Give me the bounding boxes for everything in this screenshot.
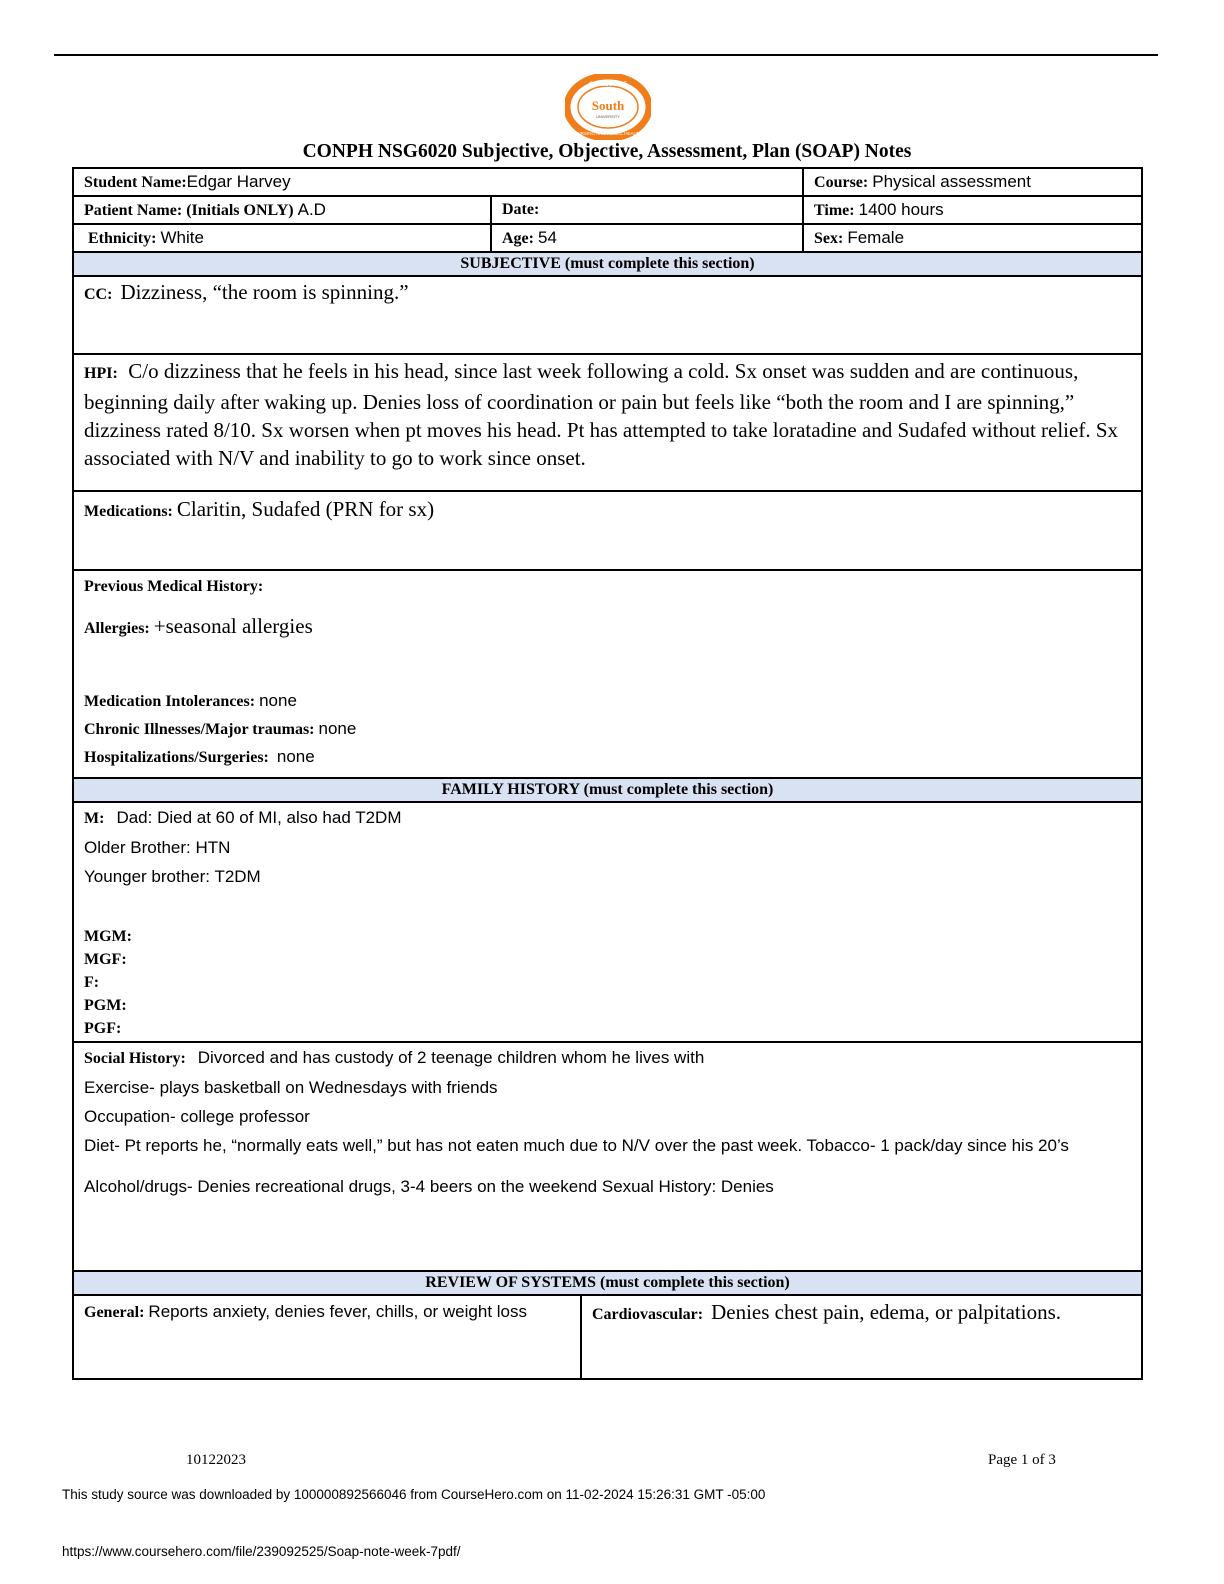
svg-text:UNIVERSITY: UNIVERSITY bbox=[595, 114, 621, 119]
date-label: Date: bbox=[502, 201, 540, 218]
pmh-cell bbox=[73, 570, 1142, 778]
svg-text:COLLEGE OF: COLLEGE OF bbox=[588, 82, 628, 88]
social-history-label: Social History: bbox=[84, 1050, 186, 1067]
row-pmh bbox=[73, 570, 1142, 778]
date-cell bbox=[491, 196, 803, 224]
soap-form bbox=[72, 167, 1143, 1380]
family-pgm-label: PGM: bbox=[84, 997, 127, 1014]
family-pgf-label: PGF: bbox=[84, 1020, 122, 1037]
ros-general bbox=[74, 1296, 582, 1378]
student-name-label: Student Name: bbox=[84, 174, 187, 191]
ros-cardiovascular bbox=[582, 1296, 1141, 1378]
ros-general-label: General: bbox=[84, 1304, 145, 1321]
sex-value: Female bbox=[847, 228, 905, 247]
cc-value: Dizziness, “the room is spinning.” bbox=[120, 280, 409, 304]
patient-name-value: A.D bbox=[297, 200, 326, 219]
social-line-3: Occupation- college professor bbox=[84, 1107, 310, 1126]
source-url-link[interactable]: https://www.coursehero.com/file/239092525/Soap-note-week-7pdf/ bbox=[62, 1544, 461, 1559]
ethnicity-value: White bbox=[160, 228, 204, 247]
allergies-value: +seasonal allergies bbox=[153, 614, 313, 638]
svg-text:NURSING AND PUBLIC HEALTH: NURSING AND PUBLIC HEALTH bbox=[574, 131, 642, 136]
time-value: 1400 hours bbox=[858, 200, 944, 219]
ros-header: REVIEW OF SYSTEMS (must complete this section) bbox=[73, 1271, 1142, 1295]
document-title: CONPH NSG6020 Subjective, Objective, Assessment, Plan (SOAP) Notes bbox=[302, 141, 912, 162]
med-intolerances-label: Medication Intolerances: bbox=[84, 693, 256, 710]
age-value: 54 bbox=[537, 228, 557, 247]
age-label: Age: bbox=[502, 230, 534, 247]
svg-text:South: South bbox=[591, 98, 625, 113]
medications-cell bbox=[73, 491, 1142, 570]
row-social bbox=[73, 1042, 1142, 1271]
college-logo bbox=[565, 74, 651, 140]
row-cc bbox=[73, 276, 1142, 354]
row-family-header bbox=[73, 778, 1142, 802]
ros-cardio-label: Cardiovascular: bbox=[592, 1306, 704, 1323]
course-cell bbox=[803, 168, 1142, 196]
social-history-cell bbox=[73, 1042, 1142, 1271]
footer-code: 10122023 bbox=[186, 1452, 246, 1468]
medications-label: Medications: bbox=[84, 503, 173, 520]
row-ros-header bbox=[73, 1271, 1142, 1295]
age-cell bbox=[491, 224, 803, 252]
social-line-4: Diet- Pt reports he, “normally eats well,” but has not eaten much due to N/V over the past week. Tobacco- 1 pack/day since his 20’s bbox=[84, 1136, 1069, 1155]
row-hpi bbox=[73, 354, 1142, 491]
family-history-cell bbox=[73, 802, 1142, 1042]
social-line-2: Exercise- plays basketball on Wednesdays with friends bbox=[84, 1078, 498, 1097]
hospitalizations-label: Hospitalizations/Surgeries: bbox=[84, 749, 269, 766]
cc-cell bbox=[73, 276, 1142, 354]
sex-cell bbox=[803, 224, 1142, 252]
family-older-brother: Older Brother: HTN bbox=[84, 838, 231, 857]
patient-name-label: Patient Name: (Initials ONLY) bbox=[84, 202, 294, 219]
chronic-illnesses-value: none bbox=[318, 719, 357, 738]
patient-name-cell bbox=[73, 196, 491, 224]
row-subjective-header bbox=[73, 252, 1142, 276]
ros-general-value: Reports anxiety, denies fever, chills, or weight loss bbox=[148, 1302, 528, 1321]
row-medications bbox=[73, 491, 1142, 570]
ros-cardio-value: Denies chest pain, edema, or palpitations. bbox=[711, 1300, 1062, 1324]
hpi-value: C/o dizziness that he feels in his head, since last week following a cold. Sx onset was sudden and are continuous, beginning daily after waking up. Denies loss of coordination or pain but feels like “both the room and I are spinning,” dizziness rated 8/10. Sx worsen when pt moves his head. Pt has attempted to take loratadine and Sudafed without relief. Sx associated with N/V and inability to go to work since onset. bbox=[84, 359, 1119, 470]
page-number: Page 1 of 3 bbox=[988, 1452, 1056, 1468]
hospitalizations-value: none bbox=[276, 747, 315, 766]
source-notice: This study source was downloaded by 100000892566046 from CourseHero.com on 11-02-2024 15:26:31 GMT -05:00 bbox=[62, 1487, 766, 1502]
student-name-cell bbox=[73, 168, 803, 196]
family-history-header: FAMILY HISTORY (must complete this section) bbox=[73, 778, 1142, 802]
family-mgf-label: MGF: bbox=[84, 951, 127, 968]
row-family bbox=[73, 802, 1142, 1042]
chronic-illnesses-label: Chronic Illnesses/Major traumas: bbox=[84, 721, 315, 738]
row-student bbox=[73, 168, 1142, 196]
sex-label: Sex: bbox=[814, 230, 844, 247]
family-mgm-label: MGM: bbox=[84, 928, 132, 945]
hpi-cell bbox=[73, 354, 1142, 491]
medications-value: Claritin, Sudafed (PRN for sx) bbox=[176, 497, 435, 521]
subjective-header: SUBJECTIVE (must complete this section) bbox=[73, 252, 1142, 276]
course-label: Course: bbox=[814, 174, 869, 191]
family-younger-brother: Younger brother: T2DM bbox=[84, 867, 261, 886]
ethnicity-label: Ethnicity: bbox=[88, 230, 157, 247]
time-label: Time: bbox=[814, 202, 855, 219]
med-intolerances-value: none bbox=[259, 691, 297, 710]
cc-label: CC: bbox=[84, 286, 113, 303]
family-m-value: Dad: Died at 60 of MI, also had T2DM bbox=[116, 808, 402, 827]
allergies-label: Allergies: bbox=[84, 620, 150, 637]
family-f-label: F: bbox=[84, 974, 100, 991]
row-patient bbox=[73, 196, 1142, 224]
time-cell bbox=[803, 196, 1142, 224]
ros-cell bbox=[73, 1295, 1142, 1379]
pmh-label: Previous Medical History: bbox=[84, 578, 264, 595]
ethnicity-cell bbox=[73, 224, 491, 252]
student-name-value: Edgar Harvey bbox=[186, 172, 291, 191]
social-line-5: Alcohol/drugs- Denies recreational drugs, 3-4 beers on the weekend Sexual History: Denies bbox=[84, 1177, 774, 1196]
hpi-label: HPI: bbox=[84, 365, 118, 382]
row-demographics bbox=[73, 224, 1142, 252]
social-line-1: Divorced and has custody of 2 teenage children whom he lives with bbox=[197, 1048, 705, 1067]
row-ros bbox=[73, 1295, 1142, 1379]
course-value: Physical assessment bbox=[872, 172, 1031, 191]
family-m-label: M: bbox=[84, 810, 105, 827]
top-rule bbox=[54, 54, 1158, 56]
